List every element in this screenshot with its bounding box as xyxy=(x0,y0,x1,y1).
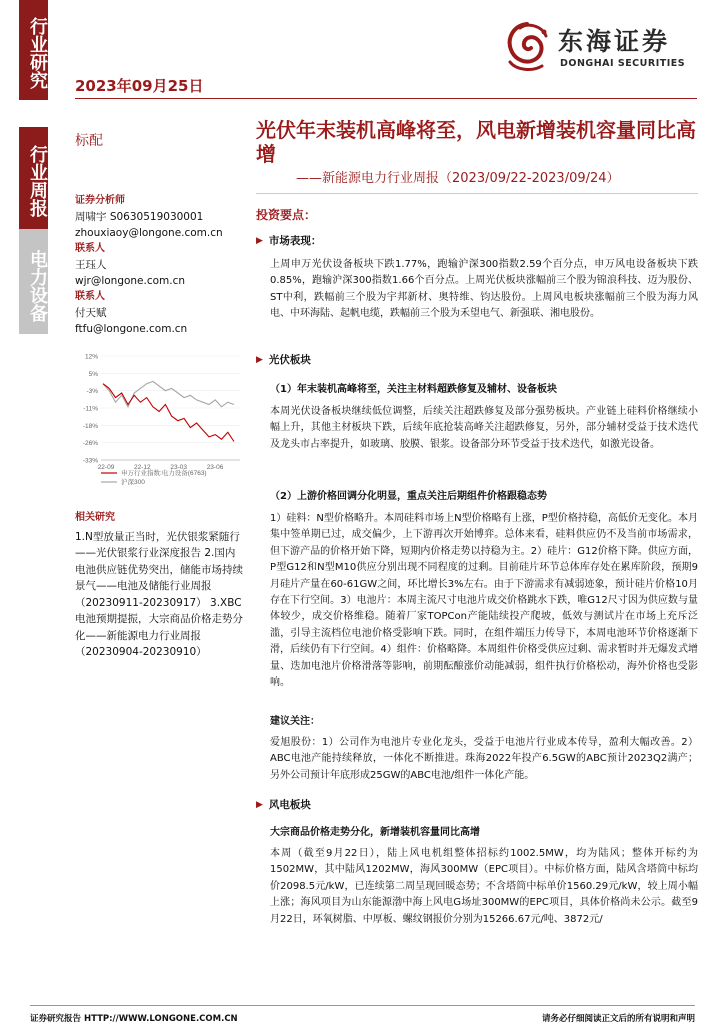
footer-divider xyxy=(30,1005,695,1006)
line-chart xyxy=(75,348,245,498)
triangle-bullet-icon: ▶ xyxy=(256,799,263,810)
pv-subheading-1: （1）年末装机高峰将至，关注主材料超跌修复及辅材、设备板块 xyxy=(270,384,557,395)
category-label: 行业研究 xyxy=(27,17,48,89)
analyst-label: 证券分析师 xyxy=(75,195,125,206)
y-tick-label: -26% xyxy=(82,440,98,448)
sector-label: 电力设备 xyxy=(27,249,48,322)
contact-label: 联系人 xyxy=(75,243,105,254)
analyst-info xyxy=(75,193,245,337)
report-date: 2023年09月25日 xyxy=(75,77,204,95)
pv-bullet-label: 光伏板块 xyxy=(268,354,311,366)
y-tick-label: 12% xyxy=(84,353,98,361)
wind-paragraph: 本周（截至9月22日），陆上风电机组整体招标约1002.5MW，均为陆风；整体开标约为1502MW，其中陆风1202MW，海风300MW（EPC项目）。中标价格方面，陆风含塔筒中标均价2098.5元/kW，已连续第二周呈现回暖态势；不含塔筒中标单价1560.29元/kW，较上周小幅上涨；海风项目为山东能源渤中海上风电G场址300MW的EPC项目，具体价格尚未公示。截至9月22日，环氧树脂、中厚板、螺纹钢报价分别为15266.67元/吨、3872元/ xyxy=(270,848,698,925)
pv-bullet xyxy=(256,352,311,367)
y-tick-label: 5% xyxy=(88,370,98,378)
footer-website[interactable]: 证券研究报告 HTTP://WWW.LONGONE.COM.CN xyxy=(30,1014,238,1024)
x-tick-label: 23-03 xyxy=(170,464,187,471)
triangle-bullet-icon: ▶ xyxy=(256,235,263,246)
triangle-bullet-icon: ▶ xyxy=(256,354,263,365)
logo-chinese-name: 东海证券 xyxy=(558,27,671,56)
company-logo xyxy=(498,18,698,78)
pv-paragraph-2: 1）硅料：N型价格略升。本周硅料市场上N型价格略有上涨，P型价格持稳，高低价无变化。本月集中签单期已过，成交偏少，上下游再次开始博弈。总体来看，硅料供应仍不及当前市场需求，但下游产品的价格开始下降，短期内价格走势以持稳为主。2）硅片：G12价格下降。供应方面，P型G12和N型M10供应分别出现不同程度的过剩。目前硅片环节总体库存处在累库阶段，预期9月硅片产量在60-61GW之间，环比增长3%左右。由于下游需求有减弱迹象，预计硅片价格10月存在下行空间。3）电池片：本周主流尺寸电池片成交价格跳水下跌，唯G12尺寸因为供应数与量体较少，成交价格维稳。随着厂家TOPCon产能陆续投产爬坡，低效与测试片在市场上充斥泛滥，引导主流档位电池价格受影响下跌。同时，在组件端压力传导下，本周电池环节价格逐渐下滑，后续仍有下行空间。4）组件：价格略降。本周组件价格受供应过剩、需求暂时并无爆发式增量、迭加电池片价格滑落等影响，前期酝酿涨价动能减弱，组件执行价格松动，海外价格也受影响。 xyxy=(270,513,698,689)
x-tick-label: 22-09 xyxy=(97,464,115,471)
legend-label: 沪深300 xyxy=(121,479,145,486)
y-tick-label: -33% xyxy=(82,457,98,465)
pv-paragraph-3: 爱旭股份：1）公司作为电池片专业化龙头，受益于电池片行业成本传导，盈利大幅改善。2）ABC电池产能持续释放，一体化不断推进。珠海2022年投产6.5GW的ABC预计2023Q2满产；另外公司预计年底形成25GW的ABC电池/组件一体化产能。 xyxy=(270,737,698,781)
wind-bullet-label: 风电板块 xyxy=(268,799,311,811)
market-bullet xyxy=(256,233,321,248)
wind-bullet xyxy=(256,797,311,812)
report-type-label: 行业周报 xyxy=(27,145,48,217)
page-footer xyxy=(30,1012,695,1024)
analyst-name: 周啸宇 S0630519030001 xyxy=(75,211,204,223)
title-divider xyxy=(256,193,698,194)
report-subtitle: ——新能源电力行业周报（2023/09/22-2023/09/24） xyxy=(296,171,620,186)
industry-rating: 标配 xyxy=(75,133,103,149)
pv-paragraph-1: 本周光伏设备板块继续低位调整，后续关注超跌修复及部分强势板块。产业链上硅料价格继续小幅上升，其他主材板块下跌，后续年底抢装高峰关注超跌修复，另外，部分辅材受益于技术迭代及龙头市占率提升，如玻璃、胶膜、银浆。设备部分环节受益于技术迭代，如激光设备。 xyxy=(270,406,698,450)
contact-name: 付天赋 xyxy=(75,307,107,319)
y-tick-label: -18% xyxy=(82,422,98,430)
contact-label: 联系人 xyxy=(75,291,105,302)
report-type-tab xyxy=(19,127,48,229)
market-paragraph: 上周申万光伏设备板块下跌1.77%，跑输沪深300指数2.59个百分点，申万风电设备板块下跌0.85%，跑输沪深300指数1.66个百分点。上周光伏板块涨幅前三个股为锦浪科技、迈为股份、ST中利，跌幅前三个股为宇邦新材、奥特维、钧达股份。上周风电板块涨幅前三个股为海力风电、中环海陆、起帆电缆，跌幅前三个股为禾望电气、新强联、湘电股份。 xyxy=(270,259,698,320)
market-bullet-label: 市场表现： xyxy=(268,235,322,247)
footer-disclaimer: 请务必仔细阅读正文后的所有说明和声明 xyxy=(541,1014,695,1024)
sector-tab xyxy=(19,229,48,334)
wind-subheading: 大宗商品价格走势分化，新增装机容量同比高增 xyxy=(270,827,480,838)
pv-subheading-2: （2）上游价格回调分化明显，重点关注后期组件价格跟稳态势 xyxy=(270,491,547,502)
analyst-email[interactable]: zhouxiaoy@longone.com.cn xyxy=(75,227,223,239)
legend-label: 申万行业指数:电力设备(6763) xyxy=(121,470,207,477)
related-research-text: 1.N型放量正当时，光伏银浆紧随行——光伏银浆行业深度报告 2.国内电池供应链优势突出，储能市场持续景气——电池及储能行业周报（20230911-20230917） 3.XBC电池预期提振，大宗商品价格走势分化——新能源电力行业周报（20230904-20230910） xyxy=(75,530,243,658)
related-research-title: 相关研究 xyxy=(75,512,115,523)
key-points-heading: 投资要点： xyxy=(256,208,317,222)
pv-subheading-3: 建议关注： xyxy=(270,716,320,727)
header-divider xyxy=(75,98,697,99)
related-research xyxy=(75,510,245,661)
contact-name: 王珏人 xyxy=(75,259,107,271)
contact-email[interactable]: wjr@longone.com.cn xyxy=(75,275,186,287)
y-tick-label: -11% xyxy=(83,405,98,413)
x-tick-label: 23-06 xyxy=(206,464,224,471)
y-tick-label: -3% xyxy=(86,388,98,396)
contact-email[interactable]: ftfu@longone.com.cn xyxy=(75,323,188,335)
category-tab xyxy=(19,0,48,100)
x-tick-label: 22-12 xyxy=(134,464,151,471)
index-performance-chart xyxy=(75,348,245,498)
report-title: 光伏年末装机高峰将至，风电新增装机容量同比高增 xyxy=(256,118,696,166)
dragon-logo-icon xyxy=(498,18,556,76)
logo-english-name: DONGHAI SECURITIES xyxy=(560,58,686,69)
